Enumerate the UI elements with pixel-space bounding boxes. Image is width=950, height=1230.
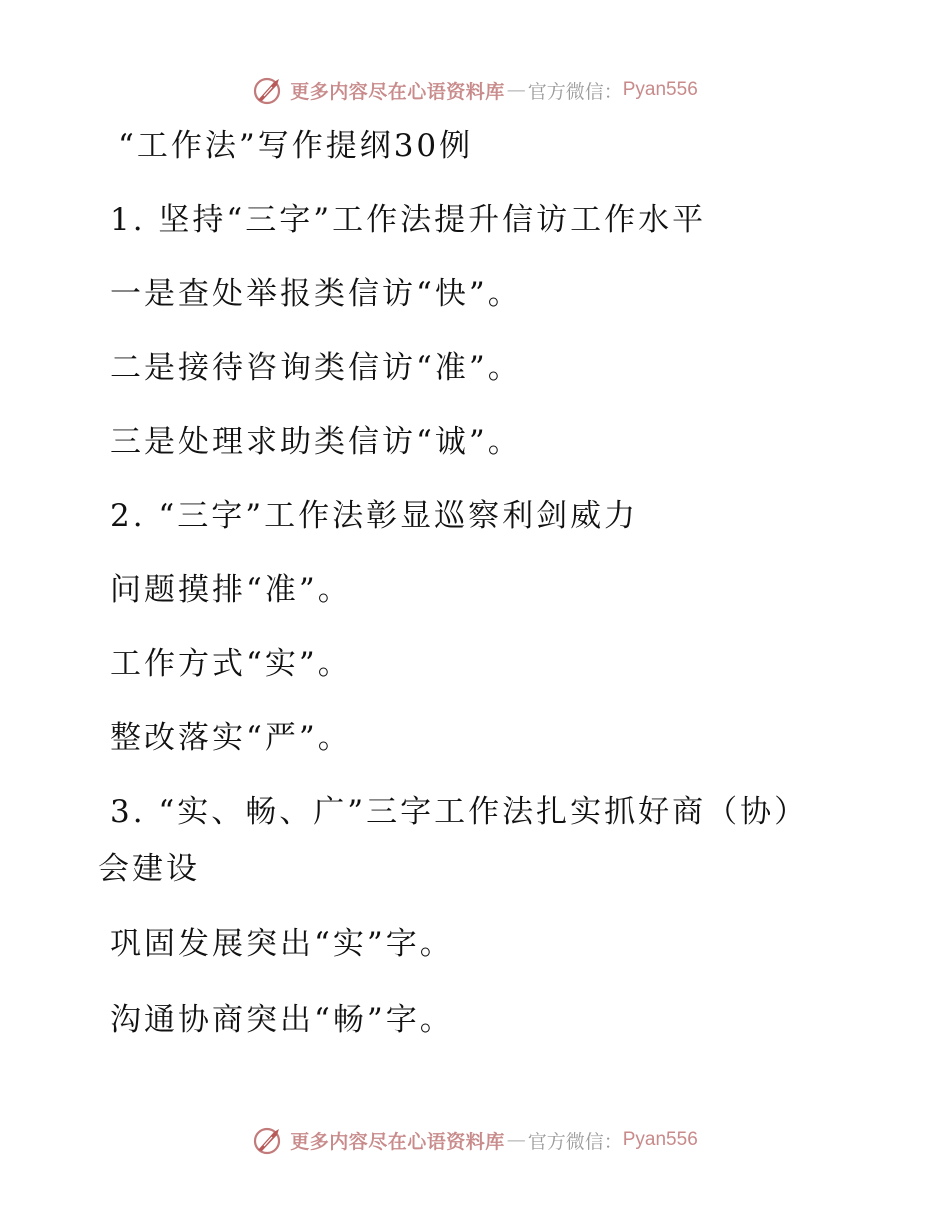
watermark-banner-bottom xyxy=(0,1120,950,1160)
document-title: “工作法”写作提纲30例 xyxy=(118,128,474,164)
list-item: 二是接待咨询类信访“准”。 xyxy=(110,350,522,386)
watermark-official-label: 官方微信： xyxy=(527,80,623,103)
section-heading-3-continuation: 会建设 xyxy=(98,851,200,887)
list-item: 一是查处举报类信访“快”。 xyxy=(110,276,522,312)
watermark-wechat-id: Pyan556 xyxy=(622,79,698,100)
list-item: 巩固发展突出“实”字。 xyxy=(110,926,454,962)
section-heading-3: 3. “实、畅、广”三字工作法扎实抓好商（协） xyxy=(110,794,809,830)
quill-pen-logo-icon xyxy=(252,74,284,106)
watermark-banner-top xyxy=(0,70,950,110)
watermark-dash: — xyxy=(506,1129,526,1151)
watermark-brand-text: 更多内容尽在心语资料库 xyxy=(290,80,505,103)
watermark-wechat-id: Pyan556 xyxy=(622,1129,698,1150)
quill-pen-logo-icon xyxy=(252,1124,284,1156)
watermark-brand-text: 更多内容尽在心语资料库 xyxy=(290,1130,505,1153)
list-item: 三是处理求助类信访“诚”。 xyxy=(110,424,522,460)
section-heading-1: 1. 坚持“三字”工作法提升信访工作水平 xyxy=(110,202,707,238)
list-item: 工作方式“实”。 xyxy=(110,646,352,682)
list-item: 问题摸排“准”。 xyxy=(110,572,352,608)
watermark-official-label: 官方微信： xyxy=(527,1130,623,1153)
watermark-dash: — xyxy=(506,79,526,101)
list-item: 整改落实“严”。 xyxy=(110,720,352,756)
list-item: 沟通协商突出“畅”字。 xyxy=(110,1002,454,1038)
section-heading-2: 2. “三字”工作法彰显巡察利剑威力 xyxy=(110,498,639,534)
